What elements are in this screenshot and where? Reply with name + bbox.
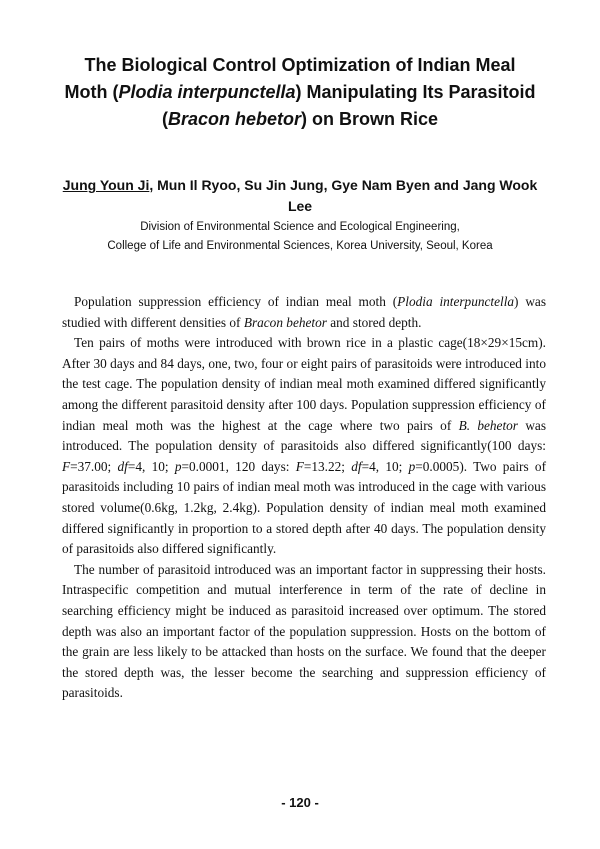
title-text: ( <box>161 109 168 129</box>
text-run: =13.22; <box>303 458 352 474</box>
first-author: Jung Youn Ji <box>62 177 150 193</box>
title-line-2 <box>40 79 560 106</box>
stat-symbol: F <box>295 458 304 474</box>
species-name: Plodia interpunctella <box>118 82 296 102</box>
author-list <box>50 175 550 217</box>
title-text: ) Manipulating Its Parasitoid <box>295 82 536 102</box>
text-run: and stored depth. <box>326 314 422 330</box>
affiliation-line-1: Division of Environmental Science and Ecological Engineering, <box>140 221 460 233</box>
abstract-paragraph-1 <box>62 292 546 333</box>
text-run: =4, 10; <box>127 458 175 474</box>
text-run: Ten pairs of moths were introduced with brown rice in a plastic cage(18×29×15cm). After 30 days and 84 days, one, two, four or eight pairs of parasitoids were introduced into the test cage. The population density of indian meal moth examined differed significantly among the different parasitoid density after 100 days. Population suppression efficiency of indian meal moth was the highest at the cage where two pairs of <box>62 335 546 433</box>
title-line-1 <box>40 52 560 79</box>
text-run: Population suppression efficiency of indian meal moth ( <box>74 294 398 309</box>
stat-symbol: df <box>351 458 362 474</box>
co-authors: , Mun Il Ryoo, Su Jin Jung, Gye Nam Byen and Jang Wook Lee <box>149 177 538 214</box>
text-run: =37.00; <box>70 458 118 474</box>
title-text: The Biological Control Optimization of Indian Meal <box>84 55 516 75</box>
abstract-paragraph-3: The number of parasitoid introduced was an important factor in suppressing their hosts. Intraspecific competition and mutual interference in term of the rate of decline in searching efficiency might be induced as parasitoid increased over optimum. The stored depth was also an important factor of the population suppression. Hosts on the bottom of the grain are less likely to be attacked than hosts on the surface. We found that the deeper the stored depth was, the lesser become the searching and suppression efficiency of parasitoids. <box>62 561 546 701</box>
title-text: ) on Brown Rice <box>301 109 439 129</box>
page-number: - 120 - <box>281 795 319 810</box>
species-name: Plodia interpunctella <box>397 294 515 309</box>
abstract-paragraph-2 <box>62 333 546 560</box>
stat-symbol: df <box>117 458 128 474</box>
species-name: B. behetor <box>458 417 518 433</box>
title-line-3 <box>40 106 560 133</box>
affiliation-line-2: College of Life and Environmental Sciences, Korea University, Seoul, Korea <box>107 240 493 252</box>
species-name: Bracon behetor <box>243 314 327 330</box>
stat-symbol: F <box>62 458 71 474</box>
paper-title <box>40 52 560 133</box>
text-run: was introduced. The population density of parasitoids also differed significantly(100 days: <box>62 417 546 454</box>
text-run: =0.0001, 120 days: <box>181 458 296 474</box>
affiliation <box>40 218 560 256</box>
text-run: ) was studied with different densities of <box>62 294 546 330</box>
species-name: Bracon hebetor <box>167 109 301 129</box>
abstract-body <box>62 292 546 704</box>
text-run: =4, 10; <box>361 458 409 474</box>
text-run: =0.0005). Two pairs of parasitoids including 10 pairs of indian meal moth was introduced in the cage with various stored volume(0.6kg, 1.2kg, 2.4kg). Population density of indian meal moth examined differed significantly in proportion to a stored depth after 40 days. The population density of parasitoids also differed significantly. <box>62 458 546 557</box>
title-text: Moth ( <box>64 82 119 102</box>
stat-symbol: p <box>408 458 416 474</box>
stat-symbol: p <box>174 458 182 474</box>
